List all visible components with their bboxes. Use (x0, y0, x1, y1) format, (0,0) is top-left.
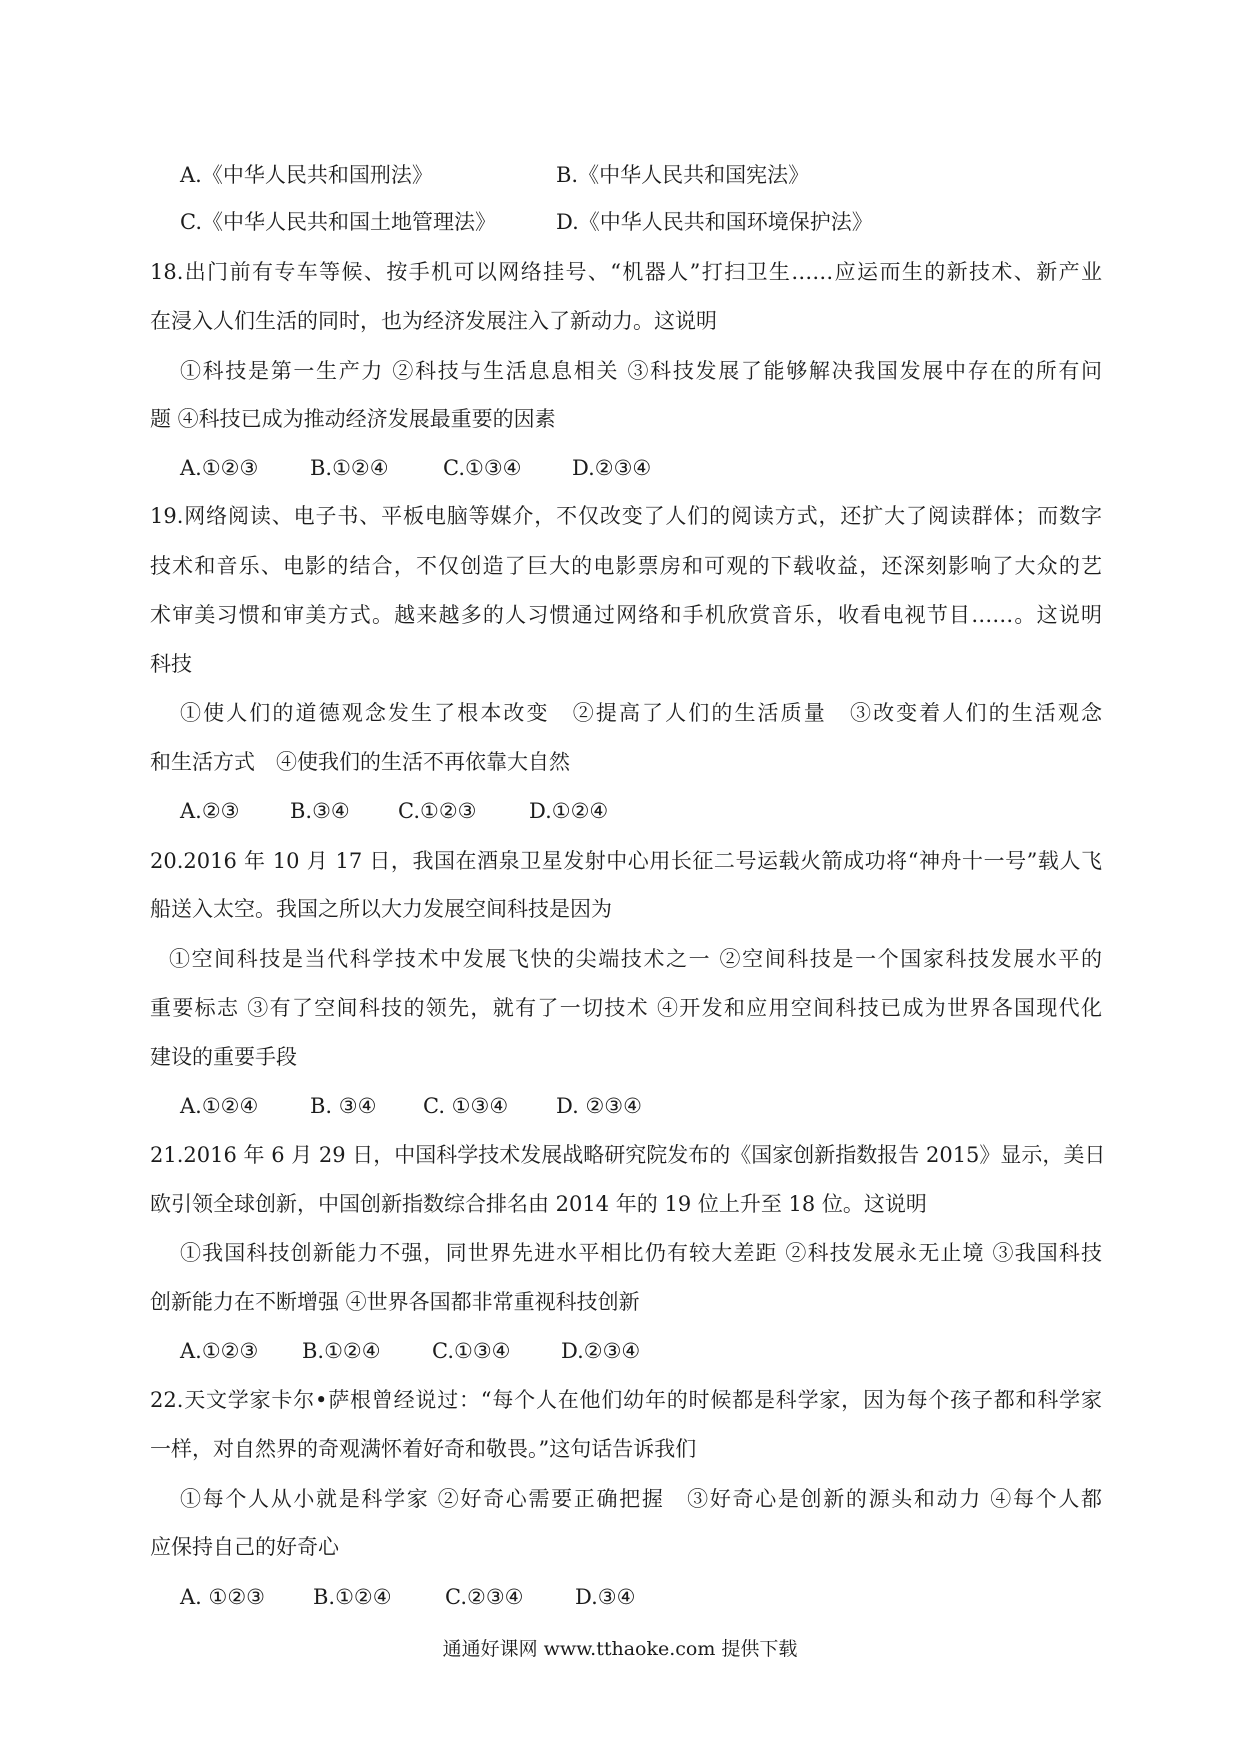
q22-option-d: D.③④ (575, 1585, 636, 1609)
q19-option-a: A.②③ (180, 799, 240, 823)
q20-statements-line: ①空间科技是当代科学技术中发展飞快的尖端技术之一 ②空间科技是一个国家科技发展水平的 (169, 947, 1102, 971)
q17-option-c: C.《中华人民共和国土地管理法》 (180, 210, 496, 234)
q18-statements-line: 题 ④科技已成为推动经济发展最重要的因素 (150, 407, 556, 431)
q21-statements-line: 创新能力在不断增强 ④世界各国都非常重视科技创新 (150, 1290, 640, 1314)
q19-stem-line: 科技 (150, 652, 192, 676)
q19-option-b: B.③④ (290, 799, 350, 823)
q22-option-c: C.②③④ (445, 1585, 524, 1609)
q18-statements-line: ①科技是第一生产力 ②科技与生活息息相关 ③科技发展了能够解决我国发展中存在的所有问 (180, 359, 1102, 383)
q22-statements-line: 应保持自己的好奇心 (150, 1535, 339, 1559)
q21-option-d: D.②③④ (561, 1339, 641, 1363)
q20-statements-line: 重要标志 ③有了空间科技的领先，就有了一切技术 ④开发和应用空间科技已成为世界各国现代化 (150, 996, 1102, 1020)
q18-option-d: D.②③④ (572, 456, 652, 480)
q17-option-a: A.《中华人民共和国刑法》 (180, 163, 433, 187)
q18-stem-line: 18.出门前有专车等候、按手机可以网络挂号、“机器人”打扫卫生……应运而生的新技术、新产业 (150, 260, 1102, 284)
q21-stem-line: 欧引领全球创新，中国创新指数综合排名由 2014 年的 19 位上升至 18 位。这说明 (150, 1192, 927, 1216)
q21-option-b: B.①②④ (302, 1339, 381, 1363)
q20-option-a: A.①②④ (180, 1094, 259, 1118)
q19-stem-line: 术审美习惯和审美方式。越来越多的人习惯通过网络和手机欣赏音乐，收看电视节目……。这说明 (150, 603, 1102, 627)
q19-statements-line: ①使人们的道德观念发生了根本改变 ②提高了人们的生活质量 ③改变着人们的生活观念 (180, 701, 1102, 725)
q21-statements-line: ①我国科技创新能力不强，同世界先进水平相比仍有较大差距 ②科技发展永无止境 ③我国科技 (180, 1241, 1102, 1265)
q20-statements-line: 建设的重要手段 (150, 1045, 297, 1069)
page-footer: 通通好课网 www.tthaoke.com 提供下载 (442, 1638, 798, 1660)
q19-stem-line: 19.网络阅读、电子书、平板电脑等媒介，不仅改变了人们的阅读方式，还扩大了阅读群体；而数字 (150, 504, 1102, 528)
q18-stem-line: 在浸入人们生活的同时，也为经济发展注入了新动力。这说明 (150, 309, 717, 333)
q21-option-c: C.①③④ (432, 1339, 511, 1363)
q17-option-d: D.《中华人民共和国环境保护法》 (556, 210, 873, 234)
q21-stem-line: 21.2016 年 6 月 29 日，中国科学技术发展战略研究院发布的《国家创新指数报告 2015》显示，美日 (150, 1143, 1106, 1167)
q18-option-c: C.①③④ (443, 456, 522, 480)
q20-stem-line: 船送入太空。我国之所以大力发展空间科技是因为 (150, 897, 612, 921)
q18-option-a: A.①②③ (180, 456, 259, 480)
q17-option-b: B.《中华人民共和国宪法》 (556, 163, 810, 187)
q19-option-d: D.①②④ (529, 799, 609, 823)
q18-option-b: B.①②④ (310, 456, 389, 480)
q22-statements-line: ①每个人从小就是科学家 ②好奇心需要正确把握 ③好奇心是创新的源头和动力 ④每个人都 (180, 1487, 1102, 1511)
q19-option-c: C.①②③ (398, 799, 477, 823)
q21-option-a: A.①②③ (180, 1339, 259, 1363)
q22-option-b: B.①②④ (313, 1585, 392, 1609)
q19-statements-line: 和生活方式 ④使我们的生活不再依靠大自然 (150, 750, 570, 774)
q20-option-b: B. ③④ (310, 1094, 377, 1118)
q22-option-a: A. ①②③ (180, 1585, 265, 1609)
q19-stem-line: 技术和音乐、电影的结合，不仅创造了巨大的电影票房和可观的下载收益，还深刻影响了大众的艺 (150, 554, 1102, 578)
q22-stem-line: 22.天文学家卡尔•萨根曾经说过：“每个人在他们幼年的时候都是科学家，因为每个孩子都和科学家 (150, 1388, 1102, 1412)
q20-option-c: C. ①③④ (423, 1094, 509, 1118)
q22-stem-line: 一样，对自然界的奇观满怀着好奇和敬畏。”这句话告诉我们 (150, 1437, 697, 1461)
q20-option-d: D. ②③④ (556, 1094, 642, 1118)
q20-stem-line: 20.2016 年 10 月 17 日，我国在酒泉卫星发射中心用长征二号运载火箭成功将“神舟十一号”载人飞 (150, 849, 1102, 873)
